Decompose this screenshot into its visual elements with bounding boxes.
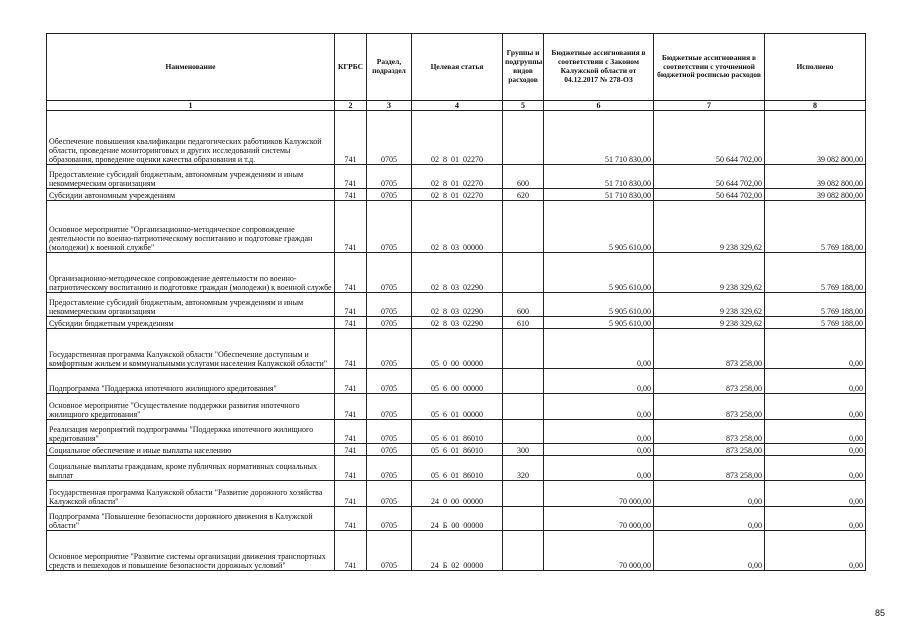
cell-plan-amount: 50 644 702,00 [654,165,765,189]
cell-kgrbs: 741 [335,420,367,444]
cell-group: 600 [503,165,544,189]
table-row [47,394,866,420]
cell-target: 24 Б 02 00000 [412,531,503,571]
cell-group [503,253,544,293]
cell-group: 600 [503,293,544,317]
table-body [47,111,866,571]
cell-kgrbs: 741 [335,317,367,329]
cell-name: Предоставление субсидий бюджетным, автономным учреждениям и иным некоммерческим организациям [47,293,335,317]
cell-executed-amount: 5 769 188,00 [765,201,866,253]
table-row [47,369,866,394]
table-row [47,201,866,253]
cell-section: 0705 [367,507,412,531]
cell-section: 0705 [367,444,412,456]
header-target: Целевая статья [412,34,503,101]
cell-name: Государственная программа Калужской области "Обеспечение доступным и комфортным жильем и коммунальными услугами населения Калужской области" [47,329,335,369]
header-law: Бюджетные ассигнования в соответствии с Законом Калужской области от 04.12.2017 № 278-ОЗ [544,34,654,101]
cell-section: 0705 [367,111,412,165]
cell-target: 05 6 01 86010 [412,444,503,456]
cell-section: 0705 [367,317,412,329]
table-row [47,189,866,201]
cell-executed-amount: 0,00 [765,329,866,369]
column-number: 2 [335,101,367,111]
cell-section: 0705 [367,293,412,317]
cell-name: Социальное обеспечение и иные выплаты населению [47,444,335,456]
cell-name: Организационно-методическое сопровождение деятельности по военно-патриотическому воспитанию и подготовке граждан (молодежи) к военной службе [47,253,335,293]
cell-kgrbs: 741 [335,201,367,253]
cell-section: 0705 [367,456,412,481]
cell-executed-amount: 0,00 [765,507,866,531]
cell-target: 02 8 01 02270 [412,111,503,165]
cell-law-amount: 5 905 610,00 [544,201,654,253]
cell-plan-amount: 50 644 702,00 [654,189,765,201]
cell-name: Обеспечение повышения квалификации педагогических работников Калужской области, проведение мониторинговых и других исследований системы образования, проведение оценки качества образования и т.д. [47,111,335,165]
cell-plan-amount: 9 238 329,62 [654,317,765,329]
cell-plan-amount: 9 238 329,62 [654,293,765,317]
header-plan: Бюджетные ассигнования в соответствии с уточненной бюджетной росписью расходов [654,34,765,101]
table-row [47,444,866,456]
cell-law-amount: 0,00 [544,329,654,369]
cell-group [503,329,544,369]
cell-name: Субсидии автономным учреждениям [47,189,335,201]
cell-target: 02 8 01 02270 [412,165,503,189]
cell-law-amount: 0,00 [544,420,654,444]
cell-kgrbs: 741 [335,165,367,189]
header-section: Раздел, подраздел [367,34,412,101]
cell-target: 02 8 03 02290 [412,253,503,293]
cell-executed-amount: 0,00 [765,481,866,507]
cell-plan-amount: 873 258,00 [654,420,765,444]
table-row [47,293,866,317]
cell-section: 0705 [367,189,412,201]
cell-section: 0705 [367,481,412,507]
cell-section: 0705 [367,420,412,444]
cell-section: 0705 [367,329,412,369]
cell-name: Основное мероприятие "Осуществление поддержки развития ипотечного жилищного кредитования" [47,394,335,420]
cell-group [503,201,544,253]
column-number: 4 [412,101,503,111]
cell-target: 05 0 00 00000 [412,329,503,369]
cell-target: 02 8 03 02290 [412,293,503,317]
cell-plan-amount: 0,00 [654,481,765,507]
cell-executed-amount: 0,00 [765,369,866,394]
cell-law-amount: 0,00 [544,394,654,420]
table-row [47,253,866,293]
cell-name: Основное мероприятие "Развитие системы организации движения транспортных средств и пешеходов и повышение безопасности дорожных условий" [47,531,335,571]
cell-group: 300 [503,444,544,456]
cell-section: 0705 [367,531,412,571]
cell-target: 02 8 03 02290 [412,317,503,329]
cell-plan-amount: 873 258,00 [654,456,765,481]
page-number: 85 [874,608,885,618]
cell-group [503,507,544,531]
cell-plan-amount: 873 258,00 [654,369,765,394]
cell-target: 05 6 01 86010 [412,420,503,444]
cell-executed-amount: 39 082 800,00 [765,189,866,201]
cell-group [503,111,544,165]
cell-name: Государственная программа Калужской области "Развитие дорожного хозяйства Калужской области" [47,481,335,507]
cell-executed-amount: 0,00 [765,456,866,481]
column-numbers-row [47,101,866,111]
table-row [47,329,866,369]
cell-kgrbs: 741 [335,394,367,420]
cell-plan-amount: 873 258,00 [654,329,765,369]
cell-group [503,420,544,444]
cell-section: 0705 [367,201,412,253]
cell-law-amount: 51 710 830,00 [544,111,654,165]
cell-law-amount: 51 710 830,00 [544,189,654,201]
table-row [47,317,866,329]
cell-kgrbs: 741 [335,111,367,165]
cell-plan-amount: 9 238 329,62 [654,201,765,253]
cell-name: Субсидии бюджетным учреждениям [47,317,335,329]
cell-section: 0705 [367,394,412,420]
cell-section: 0705 [367,165,412,189]
header-row [47,34,866,101]
cell-kgrbs: 741 [335,293,367,317]
cell-target: 05 6 01 00000 [412,394,503,420]
cell-group: 320 [503,456,544,481]
cell-kgrbs: 741 [335,444,367,456]
cell-target: 24 0 00 00000 [412,481,503,507]
table-row [47,481,866,507]
cell-executed-amount: 5 769 188,00 [765,253,866,293]
cell-law-amount: 0,00 [544,456,654,481]
cell-kgrbs: 741 [335,253,367,293]
cell-target: 24 Б 00 00000 [412,507,503,531]
header-kgrbs: КГРБС [335,34,367,101]
cell-name: Реализация мероприятий подпрограммы "Поддержка ипотечного жилищного кредитования" [47,420,335,444]
table-row [47,456,866,481]
cell-law-amount: 0,00 [544,369,654,394]
cell-kgrbs: 741 [335,456,367,481]
table-row [47,531,866,571]
cell-kgrbs: 741 [335,189,367,201]
cell-executed-amount: 0,00 [765,394,866,420]
cell-executed-amount: 0,00 [765,420,866,444]
column-number: 3 [367,101,412,111]
cell-law-amount: 51 710 830,00 [544,165,654,189]
cell-plan-amount: 0,00 [654,531,765,571]
cell-plan-amount: 873 258,00 [654,394,765,420]
table-row [47,420,866,444]
cell-section: 0705 [367,253,412,293]
cell-name: Основное мероприятие "Организационно-методическое сопровождение деятельности по военно-патриотическому воспитанию и подготовке граждан (молодежи) к военной службе" [47,201,335,253]
cell-name: Подпрограмма "Поддержка ипотечного жилищного кредитования" [47,369,335,394]
column-number: 5 [503,101,544,111]
column-number: 7 [654,101,765,111]
cell-group: 620 [503,189,544,201]
cell-target: 05 6 01 86010 [412,456,503,481]
cell-executed-amount: 5 769 188,00 [765,317,866,329]
cell-target: 02 8 03 00000 [412,201,503,253]
column-number: 8 [765,101,866,111]
cell-target: 02 8 01 02270 [412,189,503,201]
header-done: Исполнено [765,34,866,101]
cell-law-amount: 5 905 610,00 [544,253,654,293]
table-row [47,111,866,165]
cell-kgrbs: 741 [335,531,367,571]
cell-executed-amount: 5 769 188,00 [765,293,866,317]
column-number: 1 [47,101,335,111]
cell-plan-amount: 0,00 [654,507,765,531]
cell-target: 05 6 00 00000 [412,369,503,394]
cell-name: Подпрограмма "Повышение безопасности дорожного движения в Калужской области" [47,507,335,531]
cell-group [503,369,544,394]
budget-table [46,33,866,571]
cell-executed-amount: 39 082 800,00 [765,165,866,189]
cell-executed-amount: 0,00 [765,444,866,456]
cell-executed-amount: 39 082 800,00 [765,111,866,165]
cell-group [503,531,544,571]
cell-kgrbs: 741 [335,507,367,531]
cell-law-amount: 5 905 610,00 [544,293,654,317]
cell-law-amount: 0,00 [544,444,654,456]
cell-law-amount: 70 000,00 [544,531,654,571]
cell-name: Социальные выплаты гражданам, кроме публичных нормативных социальных выплат [47,456,335,481]
cell-kgrbs: 741 [335,369,367,394]
cell-plan-amount: 9 238 329,62 [654,253,765,293]
cell-group [503,481,544,507]
cell-kgrbs: 741 [335,481,367,507]
cell-plan-amount: 50 644 702,00 [654,111,765,165]
column-number: 6 [544,101,654,111]
cell-executed-amount: 0,00 [765,531,866,571]
cell-law-amount: 70 000,00 [544,481,654,507]
cell-law-amount: 5 905 610,00 [544,317,654,329]
cell-law-amount: 70 000,00 [544,507,654,531]
cell-kgrbs: 741 [335,329,367,369]
cell-name: Предоставление субсидий бюджетным, автономным учреждениям и иным некоммерческим организациям [47,165,335,189]
cell-section: 0705 [367,369,412,394]
cell-group: 610 [503,317,544,329]
cell-plan-amount: 873 258,00 [654,444,765,456]
header-group: Группы и подгруппы видов расходов [503,34,544,101]
table-row [47,165,866,189]
header-name: Наименование [47,34,335,101]
cell-group [503,394,544,420]
table-row [47,507,866,531]
